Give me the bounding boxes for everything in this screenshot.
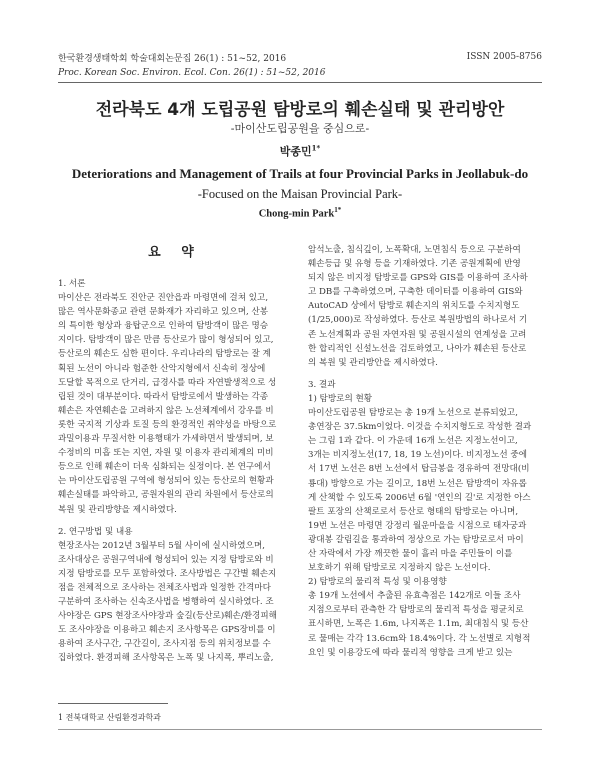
body-text-line: 로 물매는 각각 13.6cm와 18.4%이다. 각 노선별로 지형적 — [308, 633, 531, 644]
body-text-line: AutoCAD 상에서 탐방로 훼손지의 위치도를 수치지형도 — [308, 301, 520, 312]
body-text-line: 고 DB를 구축하였으며, 구축한 데이터를 이용하여 GIS와 — [308, 287, 523, 298]
body-text-line: 마이산도립공원 탐방로는 총 19개 노선으로 분류되었고, — [308, 408, 518, 419]
issn: ISSN 2005-8756 — [466, 52, 542, 62]
author-en-affiliation-mark: 1* — [334, 206, 342, 214]
paper-title-en: Deteriorations and Management of Trails at four Provincial Parks in Jeollabuk-do — [71, 166, 529, 181]
footnote-rule — [58, 703, 168, 704]
body-text-line: 도 조사야장을 이용하고 훼손지 조사항목은 GPS장비를 이 — [58, 625, 276, 636]
author-en — [0, 206, 600, 220]
body-text-line: 는 그림 1과 같다. 이 가운데 16개 노선은 지정노선이고, — [308, 436, 518, 447]
body-text-line: 존 노선계획과 공원 자연자원 및 공원시설의 연계성을 고려 — [308, 329, 527, 340]
body-text-line: 의 특이한 형상과 융탑군으로 인하여 탐방객이 많은 명승 — [58, 321, 269, 332]
journal-citation-ko: 한국환경생태학회 학술대회논문집 26(1) : 51~52, 2016 — [58, 54, 287, 64]
paper-subtitle-ko: -마이산도립공원을 중심으로- — [230, 122, 370, 135]
body-text-line: 게 산책할 수 있도록 2006년 6월 '연인의 길'로 지정한 아스 — [308, 492, 531, 503]
paragraph-gap — [58, 517, 292, 525]
body-text-line: 집하였다. 환경피해 조사항목은 노폭 및 나지폭, 뿌리노출, — [58, 653, 274, 664]
body-text-line: 현장조사는 2012년 3월부터 5월 사이에 실시하였으며, — [58, 540, 265, 551]
journal-citation — [58, 52, 325, 80]
body-text-line: 등으로 인해 훼손이 더욱 심화되는 실정이다. 본 연구에서 — [58, 462, 271, 473]
body-text-line: 마이산은 전라북도 진안군 진안읍과 마령면에 걸쳐 있고, — [58, 293, 269, 304]
paper-title-ko: 전라북도 4개 도립공원 탐방로의 훼손실태 및 관리방안 — [95, 100, 505, 120]
body-text-line: 롯한 국지적 기상과 토질 등의 환경적인 취약성을 바탕으로 — [58, 419, 277, 430]
body-text-line: 룡대) 방향으로 가는 길이고, 18번 노선은 탐방객이 자유롭 — [308, 478, 527, 489]
body-text-line: 요인 및 이용강도에 따라 물리적 영향을 크게 받고 있는 — [308, 647, 513, 658]
right-column — [308, 243, 542, 660]
body-text-line: 구분하여 조사하는 신속조사법을 병행하여 실시하였다. 조 — [58, 597, 274, 608]
body-text-line: 표시하면, 노폭은 1.6m, 나지폭은 1.1m, 최대침식 및 등산 — [308, 619, 529, 630]
body-text-line: 과밀이용과 무질서한 이용행태가 가세하면서 발생되며, 보 — [58, 434, 274, 445]
body-text-line: 의 복원 및 관리방안을 제시하였다. — [308, 357, 438, 368]
body-text-line: 훼손실태를 파악하고, 공원자원의 관리 차원에서 등산로의 — [58, 490, 274, 501]
body-text-line: 지이다. 탐방객이 많은 만큼 등산로가 많이 형성되어 있고, — [58, 335, 274, 346]
body-text-line: 용하여 조사구간, 구간길이, 조사지점 등의 위치정보를 수 — [58, 639, 271, 650]
body-text-line: 조사대상은 공원구역내에 형성되어 있는 지정 탐방로와 비 — [58, 554, 274, 565]
body-text-line: 3. 결과 — [308, 379, 336, 390]
paragraph-gap — [308, 370, 542, 378]
body-text-line: 서 17번 노선은 8번 노선에서 탑금봉을 경유하여 전망대(비 — [308, 464, 530, 475]
body-text-line: 지정 탐방로를 모두 포함하였다. 조사방법은 구간별 훼손지 — [58, 568, 277, 579]
body-text-line: 2) 탐방로의 물리적 특성 및 이용영향 — [308, 577, 447, 588]
header-rule — [58, 82, 542, 83]
body-text-line: 지점으로부터 관측한 각 탐방로의 물리적 특성을 평균치로 — [308, 605, 524, 616]
body-text-line: 립된 것이 대부분이다. 따라서 탐방로에서 발생하는 각종 — [58, 391, 269, 402]
body-text-line: 총연장은 37.5km이었다. 이것을 수치지형도로 작성한 결과 — [308, 422, 532, 433]
body-text-line: 한 합리적인 신설노선을 검토하였고, 나아가 훼손된 등산로 — [308, 343, 527, 354]
author-en-name: Chong-min Park — [258, 208, 335, 220]
paper-subtitle-en: -Focused on the Maisan Provincial Park- — [197, 187, 403, 201]
body-text-line: (1/25,000)로 작성하였다. 등산로 복원방법의 하나로서 기 — [308, 315, 528, 326]
author-ko-name: 박종민 — [279, 145, 312, 158]
body-text-line: 훼손은 자연훼손을 고려하지 않은 노선체계에서 강우를 비 — [58, 405, 274, 416]
body-text-line: 산 자락에서 가장 깨끗한 물이 흘러 마을 주민들이 이를 — [308, 548, 513, 559]
author-ko — [0, 143, 600, 159]
body-text-line: 훼손등급 및 유형 등을 기재하였다. 기존 공원계획에 반영 — [308, 259, 521, 270]
body-text-line: 광대봉 갈림길을 통과하여 정상으로 가는 탐방로로서 마이 — [308, 534, 524, 545]
body-text-line: 는 마이산도립공원 구역에 형성되어 있는 등산로의 현황과 — [58, 476, 274, 487]
body-text-line: 등산로의 훼손도 심한 편이다. 우리나라의 탐방로는 잘 계 — [58, 349, 271, 360]
body-text-line: 팔트 포장의 산책로로서 등산로 형태의 탐방로는 아니며, — [308, 506, 519, 517]
bottom-rule — [58, 729, 542, 730]
body-text-line: 사야장은 GPS 현장조사야장과 숲길(등산로)훼손/환경피해 — [58, 611, 277, 622]
body-text-line: 3개는 비지정노선(17, 18, 19 노선)이다. 비지정노선 중에 — [308, 450, 527, 461]
body-text-line: 1. 서론 — [58, 279, 86, 289]
body-text-line: 보호하기 위해 탐방로로 지정하지 않은 노선이다. — [308, 563, 491, 574]
footnote: 1 전북대학교 산림환경과학과 — [58, 713, 161, 722]
abstract-heading: 요 약 — [148, 245, 202, 260]
journal-citation-en: Proc. Korean Soc. Environ. Ecol. Con. 26(1) : 51~52, 2016 — [58, 68, 326, 78]
body-text-line: 총 19개 노선에서 추출된 유효측점은 142개로 이들 조사 — [308, 591, 521, 602]
body-text-line: 도달할 목적으로 단거리, 급경사를 따라 자연발생적으로 성 — [58, 377, 277, 388]
body-text-line: 많은 역사문화종교 관련 문화재가 자리하고 있으며, 산봉 — [58, 307, 269, 318]
body-text-line: 2. 연구방법 및 내용 — [58, 526, 133, 537]
body-text-line: 되지 않은 비지정 탐방로를 GPS와 GIS를 이용하여 조사하 — [308, 273, 528, 284]
body-text-line: 획된 노선이 아니라 험준한 산악지형에서 신속히 정상에 — [58, 363, 266, 374]
body-text-line: 복원 및 관리방향을 제시하였다. — [58, 504, 177, 515]
body-text-line: 수정비의 미흡 또는 지연, 자원 및 이용자 관리체계의 미비 — [58, 448, 274, 459]
left-column — [58, 243, 292, 666]
body-text-line: 19번 노선은 마령면 강정리 월운마을을 시점으로 태자궁과 — [308, 520, 527, 531]
body-text-line: 1) 탐방로의 현황 — [308, 393, 373, 404]
author-ko-affiliation-mark: 1* — [311, 143, 321, 153]
body-text-line: 암석노출, 침식깊이, 노폭확대, 노면침식 등으로 구분하여 — [308, 245, 521, 255]
body-text-line: 점을 전체적으로 조사하는 전체조사법과 일정한 간격마다 — [58, 582, 271, 593]
